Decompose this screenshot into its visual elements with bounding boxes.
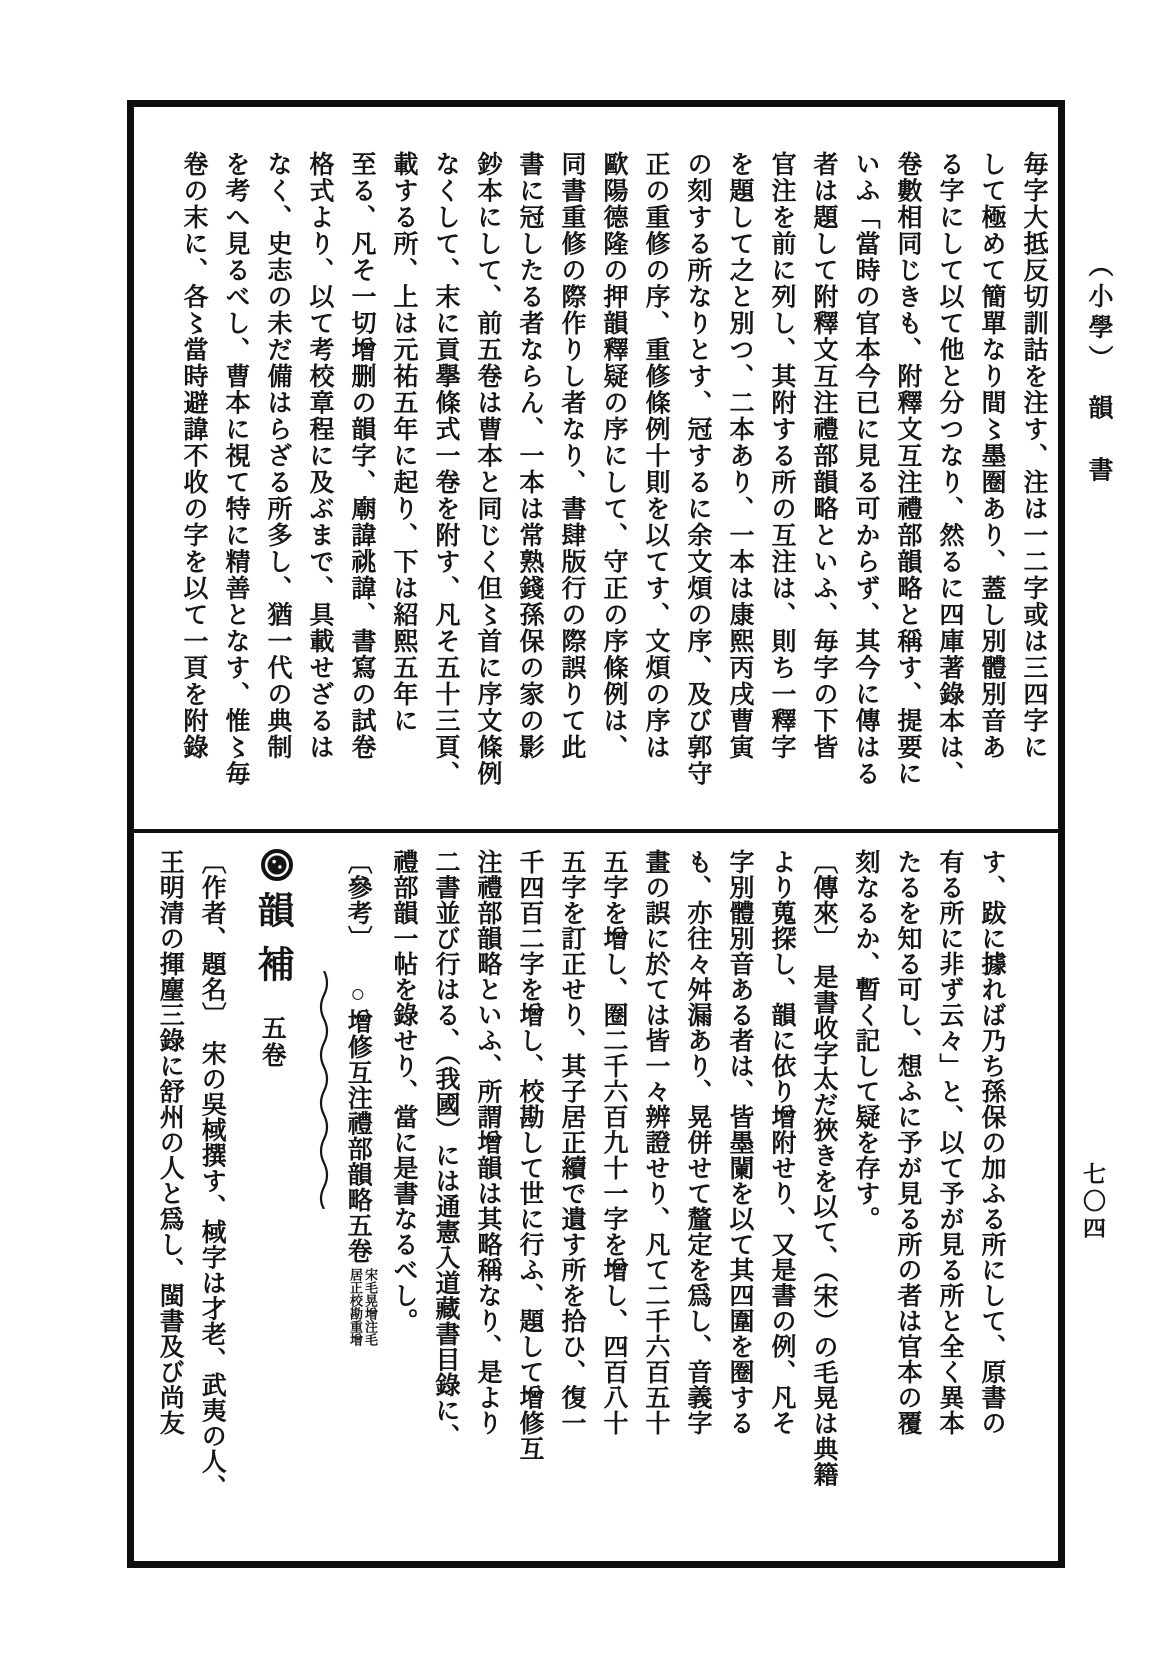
text-column: る字にして以て他と分つなり、然るに四庫著錄本は、	[936, 151, 963, 787]
text-column: 刻なるか、暫く記して疑を存す。	[852, 849, 879, 1232]
text-column: 有る所に非ず云々」と、以て予が見る所と全く異本	[936, 849, 963, 1436]
page-border-frame	[127, 100, 1065, 1568]
text-column: 字別體別音ある者は、皆墨闌を以て其四圍を圈する	[726, 849, 753, 1436]
wavy-separator-rule	[318, 971, 332, 1209]
text-column: 王明清の揮麈三錄に舒州の人と爲し、閩書及び尚友	[156, 849, 184, 1436]
entry-volume-count: 五卷	[258, 1015, 286, 1069]
page-number: 七〇四	[1080, 1162, 1105, 1243]
reference-annotation: 宋毛晃增注毛居正校勘重增	[348, 1267, 378, 1346]
text-column: 官注を前に列し、其附する所の互注は、則ち一釋字	[768, 151, 795, 761]
text-column: 卷數相同じきも、附釋文互注禮部韻略と稱す、提要に	[894, 151, 921, 787]
top-text-block	[134, 107, 1058, 829]
entry-bullet-icon	[261, 849, 293, 881]
text-column: 者は題して附釋文互注禮部韻略といふ、毎字の下皆	[810, 151, 837, 761]
entry-title: 韻補	[251, 891, 293, 999]
side-header-category-label: （小學） 韻 書	[1085, 252, 1112, 488]
text-column: なくして、末に貢擧條式一卷を附す、凡そ五十三頁、	[432, 151, 459, 787]
text-column: を題して之と別つ、二本あり、一本は康熙丙戌曹寅	[726, 151, 753, 761]
reference-label: 〔參考〕	[344, 849, 372, 951]
text-column: 正の重修の序、重修條例十則を以てす、文煩の序は	[642, 151, 669, 761]
text-column: す、跋に據れば乃ち孫保の加ふる所にして、原書の	[978, 849, 1005, 1436]
text-column: 〔作者、題名〕 宋の吳棫撰す、棫字は才老、武夷の人、	[198, 849, 226, 1500]
reference-entry: ○增修互注禮部韻略五卷	[344, 981, 372, 1264]
text-column: なく、史志の未だ備はらざる所多し、猶一代の典制	[264, 151, 291, 761]
text-column: いふ「當時の官本今已に見る可からず、其今に傳はる	[852, 151, 879, 787]
text-column: 至る、凡そ一切增删の韻字、廟諱祧諱、書寫の試卷	[348, 151, 375, 761]
text-column: 五字を訂正せり、其子居正續で遺す所を拾ひ、復一	[558, 849, 585, 1436]
text-column: 鈔本にして、前五卷は曹本と同じく但〻首に序文條例	[474, 151, 501, 787]
bottom-text-block	[134, 833, 1058, 1561]
entry-heading	[248, 849, 294, 1549]
text-column: 五字を增し、圈二千六百九十一字を增し、四百八十	[600, 849, 627, 1436]
text-column: を考へ見るべし、曹本に視て特に精善となす、惟〻毎	[222, 151, 249, 787]
text-column: 注禮部韻略といふ、所謂增韻は其略稱なり、是より	[474, 849, 501, 1436]
text-column: 同書重修の際作りし者なり、書肆版行の際誤りて此	[558, 151, 585, 761]
text-column: 畫の誤に於ては皆一々辨證せり、凡て二千六百五十	[642, 849, 669, 1436]
text-column: の刻する所なりとす、冠するに余文煩の序、及び郭守	[684, 151, 711, 787]
text-column: 〔傳來〕 是書收字太だ狹きを以て、（宋）の毛晃は典籍	[810, 849, 837, 1487]
text-column: 禮部韻一帖を錄せり、當に是書なるべし。	[390, 849, 417, 1334]
text-column: も、亦往々舛漏あり、晃併せて釐定を爲し、音義字	[684, 849, 711, 1436]
text-column: より蒐探し、韻に依り增附せり、又是書の例、凡そ	[768, 849, 795, 1436]
text-column: たるを知る可し、想ふに予が見る所の者は官本の覆	[894, 849, 921, 1436]
text-column: 書に冠したる者ならん、一本は常熟錢孫保の家の影	[516, 151, 543, 761]
text-column: 卷の末に、各〻當時避諱不收の字を以て一頁を附錄	[180, 151, 207, 761]
text-column: 二書並び行はる、（我國）には通憲入道藏書目錄に、	[432, 849, 459, 1449]
text-column: して極めて簡單なり間〻墨圈あり、蓋し別體別音あ	[978, 151, 1005, 761]
text-column: 毎字大抵反切訓詁を注す、注は一二字或は三四字に	[1020, 151, 1047, 761]
reference-column	[340, 849, 378, 1549]
text-column: 載する所、上は元祐五年に起り、下は紹熙五年に	[390, 151, 417, 734]
text-column: 格式より、以て考校章程に及ぶまで、具載せざるは	[306, 151, 333, 761]
text-column: 千四百二字を增し、校勘して世に行ふ、題して增修互	[516, 849, 543, 1461]
text-column: 歐陽德隆の押韻釋疑の序にして、守正の序條例は、	[600, 151, 627, 761]
